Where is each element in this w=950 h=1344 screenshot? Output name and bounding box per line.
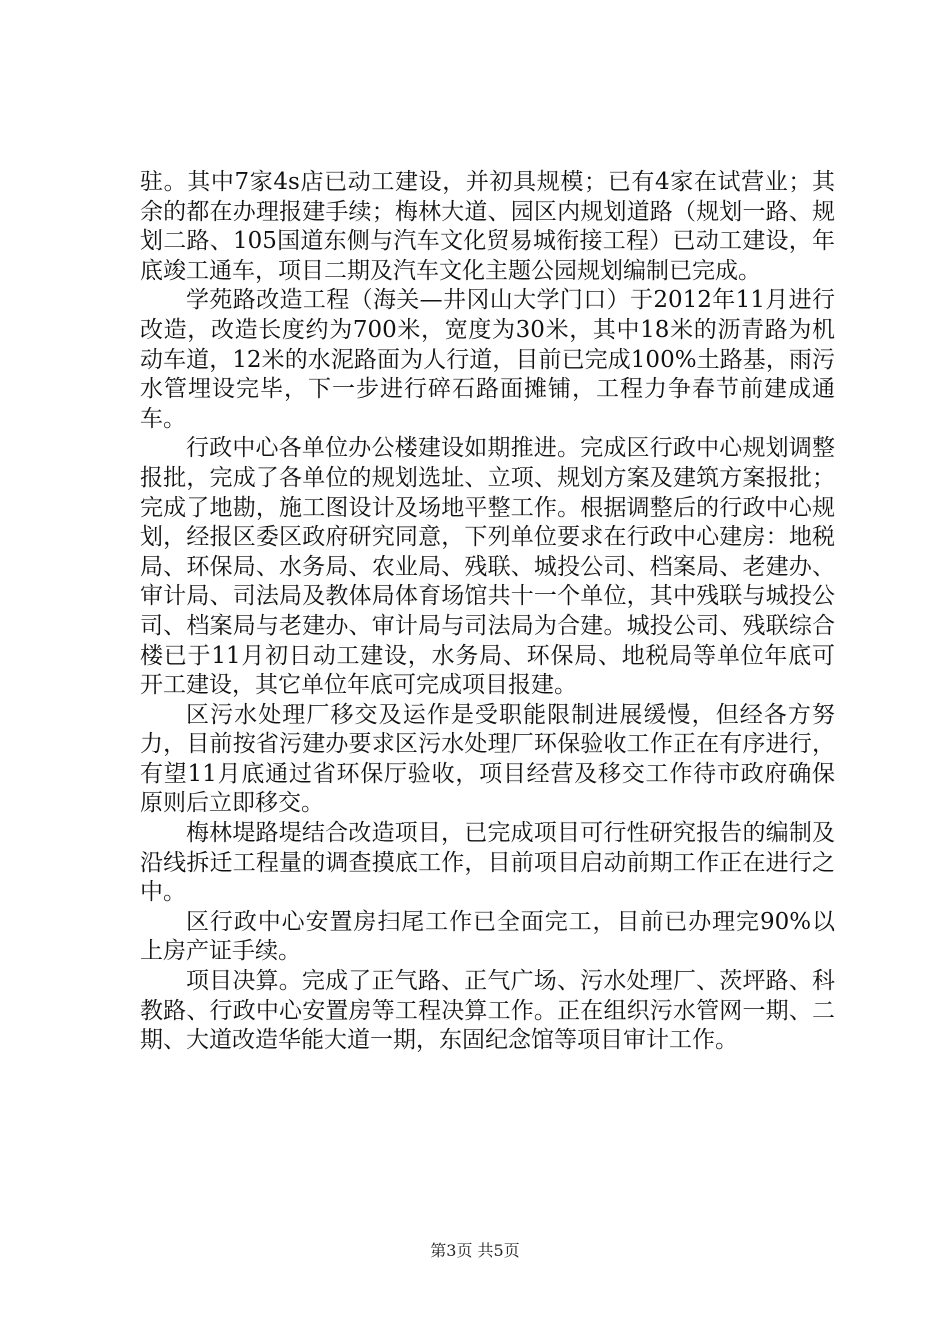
document-body <box>140 168 835 1056</box>
paragraph-continuation: 驻。其中7家4s店已动工建设，并初具规模；已有4家在试营业；其余的都在办理报建手续；梅林大道、园区内规划道路（规划一路、规划二路、105国道东侧与汽车文化贸易城衔接工程）已动工建设，年底竣工通车，项目二期及汽车文化主题公园规划编制已完成。 <box>140 169 835 284</box>
paragraph-project-settlement: 项目决算。完成了正气路、正气广场、污水处理厂、茨坪路、科教路、行政中心安置房等工程决算工作。正在组织污水管网一期、二期、大道改造华能大道一期，东固纪念馆等项目审计工作。 <box>140 968 835 1054</box>
paragraph-xueyuan-road: 学苑路改造工程（海关—井冈山大学门口）于2012年11月进行改造，改造长度约为700米，宽度为30米，其中18米的沥青路为机动车道，12米的水泥路面为人行道，目前已完成100%土路基，雨污水管埋设完毕，下一步进行碎石路面摊铺，工程力争春节前建成通车。 <box>140 287 835 432</box>
paragraph-admin-center: 行政中心各单位办公楼建设如期推进。完成区行政中心规划调整报批，完成了各单位的规划选址、立项、规划方案及建筑方案报批；完成了地勘，施工图设计及场地平整工作。根据调整后的行政中心规划，经报区委区政府研究同意，下列单位要求在行政中心建房：地税局、环保局、水务局、农业局、残联、城投公司、档案局、老建办、审计局、司法局及教体局体育场馆共十一个单位，其中残联与城投公司、档案局与老建办、审计局与司法局为合建。城投公司、残联综合楼已于11月初日动工建设，水务局、环保局、地税局等单位年底可开工建设，其它单位年底可完成项目报建。 <box>140 435 835 699</box>
page-footer: 第3页 共5页 <box>430 1241 520 1260</box>
paragraph-sewage-plant: 区污水处理厂移交及运作是受职能限制进展缓慢，但经各方努力，目前按省污建办要求区污水处理厂环保验收工作正在有序进行，有望11月底通过省环保厅验收，项目经营及移交工作待市政府确保原则后立即移交。 <box>140 701 835 817</box>
paragraph-meilin-embankment: 梅林堤路堤结合改造项目，已完成项目可行性研究报告的编制及沿线拆迁工程量的调查摸底工作，目前项目启动前期工作正在进行之中。 <box>140 820 835 906</box>
paragraph-resettlement-housing: 区行政中心安置房扫尾工作已全面完工，目前已办理完90%以上房产证手续。 <box>140 908 835 965</box>
